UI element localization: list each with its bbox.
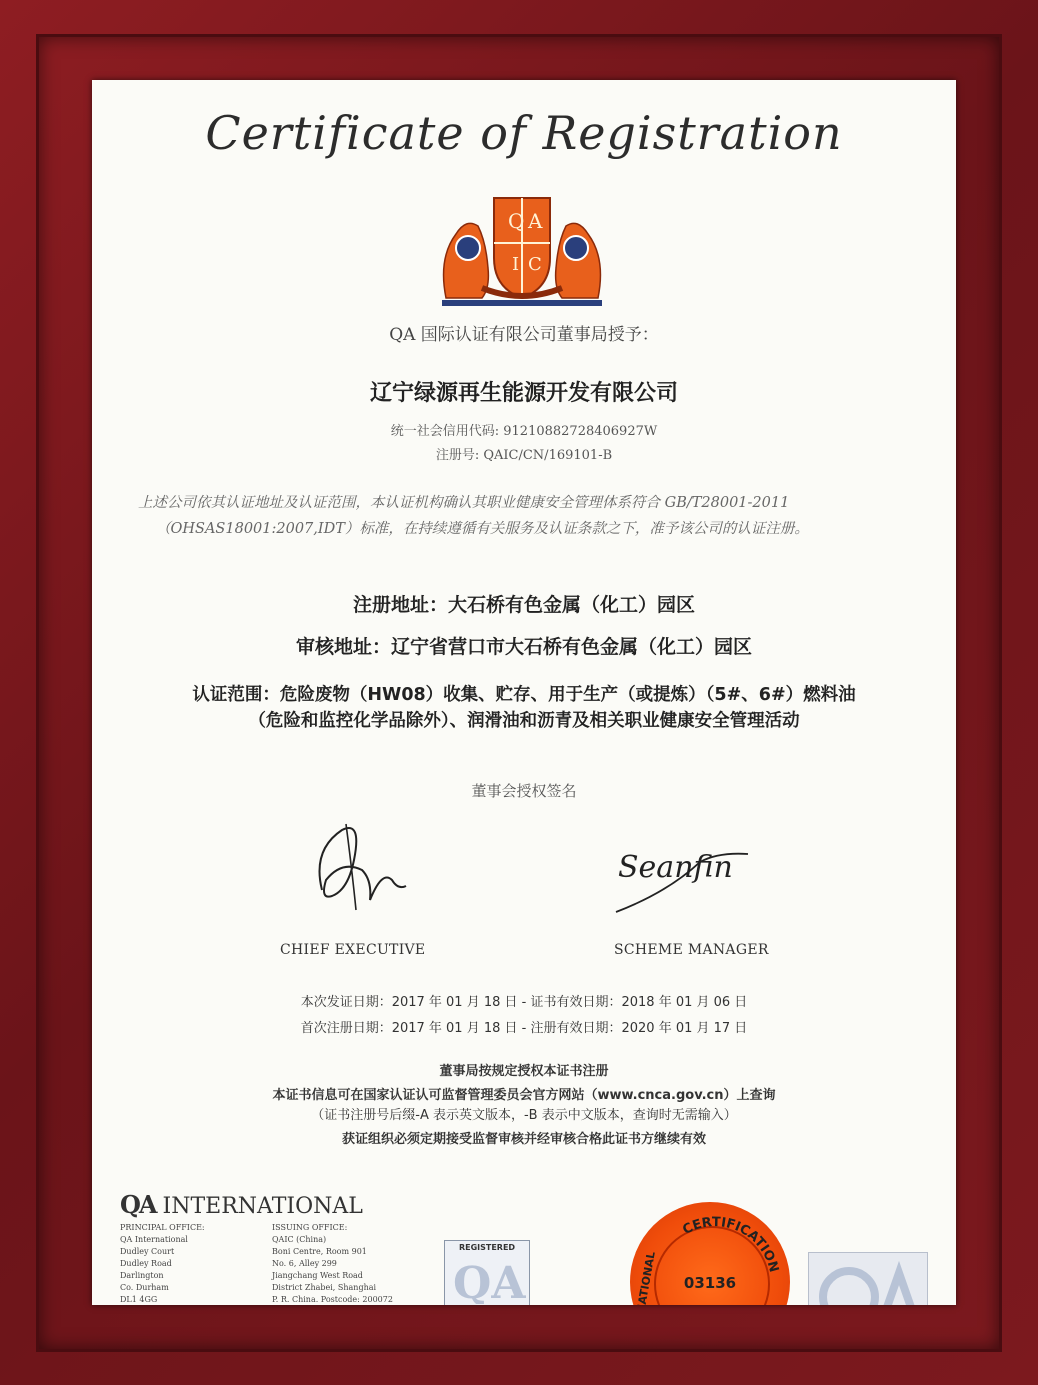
registration-dates-line: 首次注册日期：2017 年 01 月 18 日 - 注册有效日期：2020 年 01 月 17 日 [300,1021,748,1036]
issuing-office-line: P. R. China. Postcode: 200072 [272,1295,393,1304]
principal-office-line: Dudley Court [120,1247,175,1256]
scope-line-2: （危险和监控化学品除外）、润滑油和沥青及相关职业健康安全管理活动 [248,711,800,731]
svg-text:QA: QA [453,1258,526,1304]
issue-dates-line: 本次发证日期：2017 年 01 月 18 日 - 证书有效日期：2018 年 01 月 06 日 [300,995,748,1010]
svg-text:C: C [528,254,542,275]
statement-line-2: （OHSAS18001:2007,IDT）标准，在持续遵循有关服务及认证条款之下，准予该公司的认证注册。 [156,521,809,537]
principal-office-line: Darlington [120,1271,164,1280]
issuing-office-line: Jiangchang West Road [272,1271,363,1280]
issuing-office-line: No. 6, Alley 299 [272,1259,337,1268]
principal-office-line: Co. Durham [120,1283,169,1292]
svg-text:CERTIFICATION: CERTIFICATION [680,1215,782,1274]
svg-text:Seanfin: Seanfin [618,850,733,885]
principal-office-line: DL1 4GG [120,1295,158,1304]
registered-label: REGISTERED [458,1243,516,1252]
chief-executive-signature-icon [302,810,422,920]
accreditation-mark-icon [809,1253,927,1305]
issuing-office-line: Boni Centre, Room 901 [272,1247,367,1256]
certification-seal [630,1202,790,1315]
scope-line-1: 认证范围：危险废物（HW08）收集、贮存、用于生产（或提炼）（5#、6#）燃料油 [192,685,856,705]
registered-mark [444,1240,530,1305]
footer-line-1: 董事局按规定授权本证书注册 [439,1064,609,1079]
signature-heading: 董事会授权签名 [471,782,577,800]
audit-address: 审核地址：辽宁省营口市大石桥有色金属（化工）园区 [295,636,752,658]
scheme-manager-signature-icon [608,832,788,922]
issuing-office-line: QAIC (China) [272,1235,327,1244]
certificate-paper [92,80,956,1315]
svg-text:Q: Q [508,209,525,233]
issuing-office-line: ISSUING OFFICE: [272,1223,348,1232]
principal-office-line: Dudley Road [120,1259,172,1268]
issuing-office [272,1222,393,1305]
qa-logo-letters: QA [120,1190,156,1219]
principal-office-line: QA International [120,1235,188,1244]
svg-text:I: I [512,254,520,275]
svg-text:A: A [528,209,543,233]
registration-number: 注册号: QAIC/CN/169101-B [435,448,613,463]
statement-line-1: 上述公司依其认证地址及认证范围，本认证机构确认其职业健康安全管理体系符合 GB/T28001-2011 [138,495,790,511]
qaic-crest-icon [432,188,612,308]
registered-qa-icon [445,1252,529,1304]
scheme-manager-label: SCHEME MANAGER [614,942,769,958]
svg-text:NATIONAL: NATIONAL [634,1250,658,1315]
grant-line: QA 国际认证有限公司董事局授予： [389,325,659,345]
principal-office-line: PRINCIPAL OFFICE: [120,1223,205,1232]
qa-international-logo [120,1190,363,1219]
accreditation-mark [808,1252,928,1305]
company-name: 辽宁绿源再生能源开发有限公司 [369,381,678,406]
seal-number: 03136 [683,1274,737,1292]
principal-office [120,1222,205,1305]
credit-code: 统一社会信用代码: 91210882728406927W [390,424,658,439]
issuing-office-line: District Zhabei, Shanghai [272,1283,377,1292]
footer-line-4: 获证组织必须定期接受监督审核并经审核合格此证书方继续有效 [341,1132,706,1147]
certificate-title: Certificate of Registration [205,106,843,160]
footer-line-3: （证书注册号后缀-A 表示英文版本，-B 表示中文版本，查询时无需输入） [311,1108,737,1123]
footer-line-2: 本证书信息可在国家认证认可监督管理委员会官方网站（www.cnca.gov.cn）上查询 [272,1088,776,1103]
registered-address: 注册地址：大石桥有色金属（化工）园区 [352,594,695,616]
qa-logo-word: INTERNATIONAL [162,1194,363,1219]
chief-executive-label: CHIEF EXECUTIVE [280,942,426,958]
